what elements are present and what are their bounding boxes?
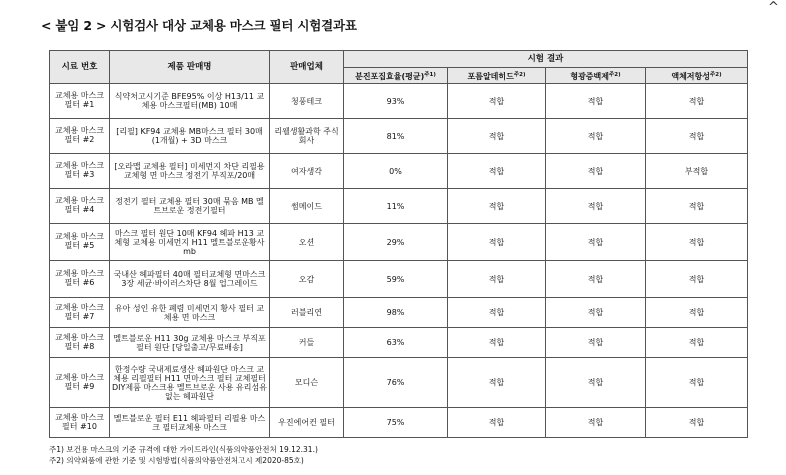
fluorescent-result-cell: 적합 [546,224,646,261]
filtration-efficiency-cell: 75% [344,408,448,438]
filtration-efficiency-cell: 76% [344,358,448,408]
sample-number-cell: 교체용 마스크 필터 #9 [50,358,110,408]
footnotes [49,444,318,466]
table-row [50,84,748,119]
page-title: < 붙임 2 > 시험검사 대상 교체용 마스크 필터 시험결과표 [41,18,357,33]
formaldehyde-result-cell: 적합 [448,408,546,438]
header-liquid-resistance: 액체저항성$^{주2)}$ [646,68,748,84]
product-name-cell: 정전기 필터 교체용 필터 30매 묶음 MB 멜트브로운 정전기필터 [110,189,270,224]
fluorescent-result-cell: 적합 [546,408,646,438]
liquid-resistance-result-cell: 적합 [646,358,748,408]
liquid-resistance-result-cell: 적합 [646,84,748,119]
header-filtration: 분진포집효율(평균)$^{주1)}$ [344,68,448,84]
product-name-cell: 유아 성인 유한 폐렴 미세먼지 황사 필터 교체용 면 마스크 [110,298,270,328]
formaldehyde-result-cell: 적합 [448,298,546,328]
formaldehyde-result-cell: 적합 [448,119,546,154]
formaldehyde-result-cell: 적합 [448,154,546,189]
liquid-resistance-result-cell: 적합 [646,328,748,358]
filtration-efficiency-cell: 93% [344,84,448,119]
sample-number-cell: 교체용 마스크 필터 #4 [50,189,110,224]
sample-number-cell: 교체용 마스크 필터 #7 [50,298,110,328]
table-row [50,224,748,261]
formaldehyde-result-cell: 적합 [448,224,546,261]
seller-cell: 모디슨 [270,358,344,408]
seller-cell: 우진에어컨 필터 [270,408,344,438]
scroll-top-icon[interactable]: ^ [768,0,779,15]
header-fluorescent: 형광증백제$^{주2)}$ [546,68,646,84]
fluorescent-result-cell: 적합 [546,119,646,154]
table-row [50,189,748,224]
liquid-resistance-result-cell: 적합 [646,119,748,154]
formaldehyde-result-cell: 적합 [448,358,546,408]
footnote-2: 주2) 의약외품에 관한 기준 및 시험방법(식품의약품안전처고시 제2020-85호) [49,456,304,465]
sample-number-cell: 교체용 마스크 필터 #6 [50,261,110,298]
seller-cell: 오션 [270,224,344,261]
formaldehyde-result-cell: 적합 [448,189,546,224]
product-name-cell: 멜트블로운 H11 30g 교체용 마스크 부직포 필터 원단 [당일출고/무료배송] [110,328,270,358]
sample-number-cell: 교체용 마스크 필터 #1 [50,84,110,119]
table-row [50,298,748,328]
header-test-results: 시험 결과 [344,51,748,68]
filtration-efficiency-cell: 98% [344,298,448,328]
filtration-efficiency-cell: 59% [344,261,448,298]
footnote-1: 주1) 보건용 마스크의 기준 규격에 대한 가이드라인(식품의약품안전처 19.12.31.) [49,445,318,454]
formaldehyde-result-cell: 적합 [448,84,546,119]
fluorescent-result-cell: 적합 [546,84,646,119]
sample-number-cell: 교체용 마스크 필터 #5 [50,224,110,261]
fluorescent-result-cell: 적합 [546,189,646,224]
header-seller: 판매업체 [270,51,344,84]
formaldehyde-result-cell: 적합 [448,328,546,358]
liquid-resistance-result-cell: 적합 [646,298,748,328]
table-row [50,358,748,408]
filtration-efficiency-cell: 63% [344,328,448,358]
filtration-efficiency-cell: 81% [344,119,448,154]
header-sample-no: 시료 번호 [50,51,110,84]
table-row [50,154,748,189]
fluorescent-result-cell: 적합 [546,154,646,189]
liquid-resistance-result-cell: 적합 [646,224,748,261]
liquid-resistance-result-cell: 부적합 [646,154,748,189]
sample-number-cell: 교체용 마스크 필터 #2 [50,119,110,154]
fluorescent-result-cell: 적합 [546,358,646,408]
header-product: 제품 판매명 [110,51,270,84]
product-name-cell: [오라맵 교체용 필터] 미세먼지 차단 리필용 교체형 면 마스크 정전기 부직포/20매 [110,154,270,189]
filtration-efficiency-cell: 29% [344,224,448,261]
fluorescent-result-cell: 적합 [546,298,646,328]
liquid-resistance-result-cell: 적합 [646,261,748,298]
table-row [50,261,748,298]
product-name-cell: 한정수량 국내제료생산 헤파원단 마스크 교체용 리필필터 H11 면마스크 필터 교체필터DIY제품 마스크용 멜트브로운 사용 유리섬유없는 헤파원단 [110,358,270,408]
header-formaldehyde: 포름알데히드$^{주2)}$ [448,68,546,84]
seller-cell: 청풍테크 [270,84,344,119]
filtration-efficiency-cell: 11% [344,189,448,224]
seller-cell: 오감 [270,261,344,298]
formaldehyde-result-cell: 적합 [448,261,546,298]
product-name-cell: 마스크 필터 원단 10매 KF94 헤파 H13 교체형 교체용 미세먼지 H11 멜트블로운황사 mb [110,224,270,261]
table-row [50,119,748,154]
table-row [50,408,748,438]
sample-number-cell: 교체용 마스크 필터 #3 [50,154,110,189]
product-name-cell: 식약처고시기준 BFE95% 이상 H13/11 교체용 마스크필터(MB) 10매 [110,84,270,119]
fluorescent-result-cell: 적합 [546,328,646,358]
seller-cell: 커들 [270,328,344,358]
liquid-resistance-result-cell: 적합 [646,189,748,224]
seller-cell: 러블리연 [270,298,344,328]
table-row [50,328,748,358]
sample-number-cell: 교체용 마스크 필터 #8 [50,328,110,358]
results-table [49,50,748,438]
product-name-cell: 국내산 헤파필터 40매 필터교체형 면마스크3장 세균·바이러스차단 8월 업그레이드 [110,261,270,298]
seller-cell: 리웰생활과학 주식회사 [270,119,344,154]
fluorescent-result-cell: 적합 [546,261,646,298]
product-name-cell: 멜트블로운 필터 E11 헤파필터 리필용 마스크 필터교체용 마스크 [110,408,270,438]
sample-number-cell: 교체용 마스크 필터 #10 [50,408,110,438]
seller-cell: 여자생각 [270,154,344,189]
product-name-cell: [리필] KF94 교체용 MB마스크 필터 30매 (1개월) + 3D 마스크 [110,119,270,154]
filtration-efficiency-cell: 0% [344,154,448,189]
seller-cell: 썸메이드 [270,189,344,224]
liquid-resistance-result-cell: 적합 [646,408,748,438]
